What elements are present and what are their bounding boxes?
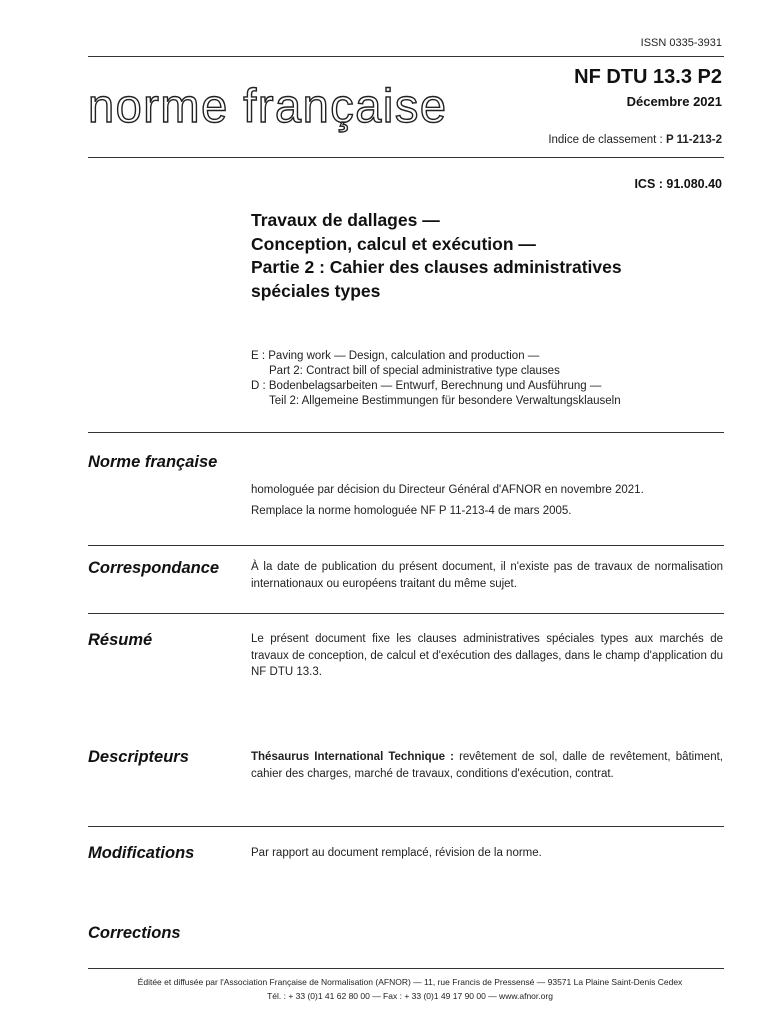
classification-index-label: Indice de classement : [548, 134, 663, 146]
header-top-rule [88, 56, 724, 57]
section-rule [88, 613, 724, 614]
section-rule [88, 545, 724, 546]
english-title [251, 349, 560, 379]
resume-text: Le présent document fixe les clauses administratives spéciales types aux marchés de travaux de conception, de calcul et d'exécution des dallages, dans le champ d'application du NF DTU 13.3. [251, 633, 723, 678]
section-label-norme: Norme française [88, 453, 218, 471]
classification-index-value: P 11-213-2 [665, 134, 722, 146]
descripteurs-text [251, 749, 723, 782]
section-rule [88, 826, 724, 827]
norme-replacement-text: Remplace la norme homologuée NF P 11-213-4 de mars 2005. [251, 505, 572, 517]
descripteurs-keywords: revêtement de sol, dalle de revêtement, bâtiment, cahier des charges, marché de travaux, conditions d'exécution, contrat. [251, 751, 723, 780]
section-label-resume: Résumé [88, 631, 153, 649]
section-rule [88, 432, 724, 433]
document-title [251, 209, 711, 303]
correspondance-text: À la date de publication du présent document, il n'existe pas de travaux de normalisation internationaux ou européens traitant du même sujet. [251, 561, 723, 590]
modifications-text: Par rapport au document remplacé, révision de la norme. [251, 847, 542, 859]
footer-contact: Tél. : + 33 (0)1 41 62 80 00 — Fax : + 33 (0)1 49 17 90 00 — www.afnor.org [267, 991, 553, 1001]
title-line: Partie 2 : Cahier des clauses administratives [251, 257, 622, 277]
standard-reference: NF DTU 13.3 P2 [574, 66, 722, 88]
footer-rule [88, 968, 724, 969]
footer-address: Éditée et diffusée par l'Association Française de Normalisation (AFNOR) — 11, rue Francis de Pressensé — 93571 La Plaine Saint-Denis Cedex [137, 977, 683, 987]
header-bottom-rule [88, 157, 724, 158]
section-label-descripteurs: Descripteurs [88, 748, 189, 766]
ics-code: ICS : 91.080.40 [634, 177, 722, 191]
section-label-modifications: Modifications [88, 844, 195, 862]
title-line: Travaux de dallages — [251, 210, 440, 230]
descripteurs-prefix: Thésaurus International Technique : [251, 751, 454, 763]
section-label-corrections: Corrections [88, 924, 181, 942]
section-label-correspondance: Correspondance [88, 559, 220, 577]
german-title-line: Teil 2: Allgemeine Bestimmungen für besondere Verwaltungsklauseln [269, 395, 621, 407]
english-title-line: Part 2: Contract bill of special administrative type clauses [269, 365, 560, 377]
title-line: spéciales types [251, 280, 381, 301]
german-title-line: D : Bodenbelagsarbeiten — Entwurf, Berechnung und Ausführung — [251, 380, 602, 392]
publication-date: Décembre 2021 [626, 94, 722, 109]
title-line: Conception, calcul et exécution — [251, 233, 536, 254]
brand-logo-text: norme française [88, 79, 448, 132]
issn-number: ISSN 0335-3931 [640, 37, 722, 49]
publisher-footer [60, 975, 760, 1003]
german-title [251, 379, 621, 409]
classification-index [548, 134, 722, 146]
english-title-line: E : Paving work — Design, calculation and production — [251, 350, 540, 362]
norme-homologation-text: homologuée par décision du Directeur Général d'AFNOR en novembre 2021. [251, 484, 644, 496]
